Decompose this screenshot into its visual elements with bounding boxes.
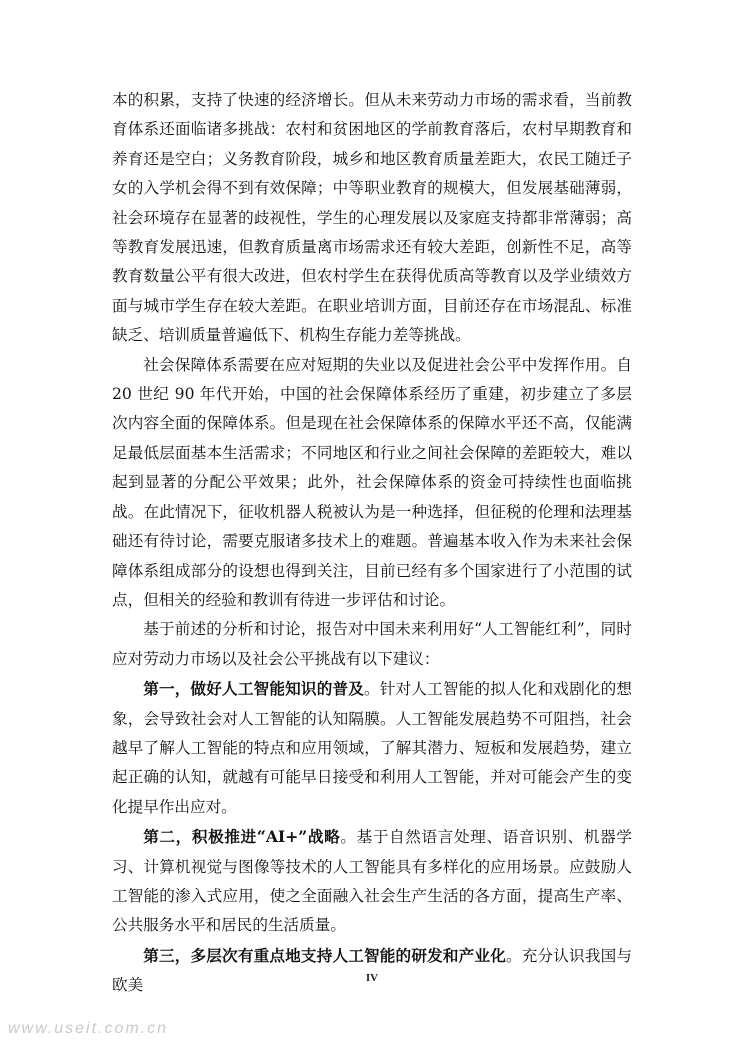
watermark: www.useit.com.cn [8,1020,169,1037]
recommendation-3 [112,941,632,1001]
paragraph-recommendations-intro: 基于前述的分析和讨论，报告对中国未来利用好“人工智能红利”，同时应对劳动力市场以及社会公平挑战有以下建议： [112,620,632,668]
paragraph-social-security: 社会保障体系需要在应对短期的失业以及促进社会公平中发挥作用。自 20 世纪 90 年代开始，中国的社会保障体系经历了重建，初步建立了多层次内容全面的保障体系。但是现在社会保障体系的保障水平还不高，仅能满足最低层面基本生活需求；不同地区和行业之间社会保障的差距较大，难以起到显著的分配公平效果；此外，社会保障体系的资金可持续性也面临挑战。在此情况下，征收机器人税被认为是一种选择，但征税的伦理和法理基础还有待讨论，需要克服诸多技术上的难题。普遍基本收入作为未来社会保障体系组成部分的设想也得到关注，目前已经有多个国家进行了小范围的试点，但相关的经验和教训有待进一步评估和讨论。 [112,355,632,609]
recommendation-2-text: 。基于自然语言处理、语音识别、机器学习、计算机视觉与图像等技术的人工智能具有多样化的应用场景。应鼓励人工智能的渗入式应用，使之全面融入社会生产生活的各方面，提高生产率、公共服务水平和居民的生活质量。 [112,828,632,935]
recommendation-1-heading: 第一，做好人工智能知识的普及 [143,679,365,699]
recommendation-1 [112,674,632,822]
recommendation-1-text: 。针对人工智能的拟人化和戏剧化的想象，会导致社会对人工智能的认知隔膜。人工智能发展趋势不可阻挡，社会越早了解人工智能的特点和应用领域，了解其潜力、短板和发展趋势，建立起正确的认知，就越有可能早日接受和利用人工智能，并对可能会产生的变化提早作出应对。 [112,680,632,816]
recommendation-2 [112,822,632,941]
recommendation-3-text: 。充分认识我国与欧美 [112,946,632,995]
document-body [112,86,632,1001]
page-number: IV [365,972,379,984]
recommendation-3-heading: 第三，多层次有重点地支持人工智能的研发和产业化 [143,945,506,965]
recommendation-2-heading: 第二，积极推进“AI+”战略 [143,827,341,847]
paragraph-education-challenges: 本的积累，支持了快速的经济增长。但从未来劳动力市场的需求看，当前教育体系还面临诸多挑战：农村和贫困地区的学前教育落后，农村早期教育和养育还是空白；义务教育阶段，城乡和地区教育质量差距大，农民工随迁子女的入学机会得不到有效保障；中等职业教育的规模大，但发展基础薄弱，社会环境存在显著的歧视性，学生的心理发展以及家庭支持都非常薄弱；高等教育发展迅速，但教育质量离市场需求还有较大差距，创新性不足，高等教育数量公平有很大改进，但农村学生在获得优质高等教育以及学业绩效方面与城市学生存在较大差距。在职业培训方面，目前还存在市场混乱、标准缺乏、培训质量普遍低下、机构生存能力差等挑战。 [112,91,632,345]
